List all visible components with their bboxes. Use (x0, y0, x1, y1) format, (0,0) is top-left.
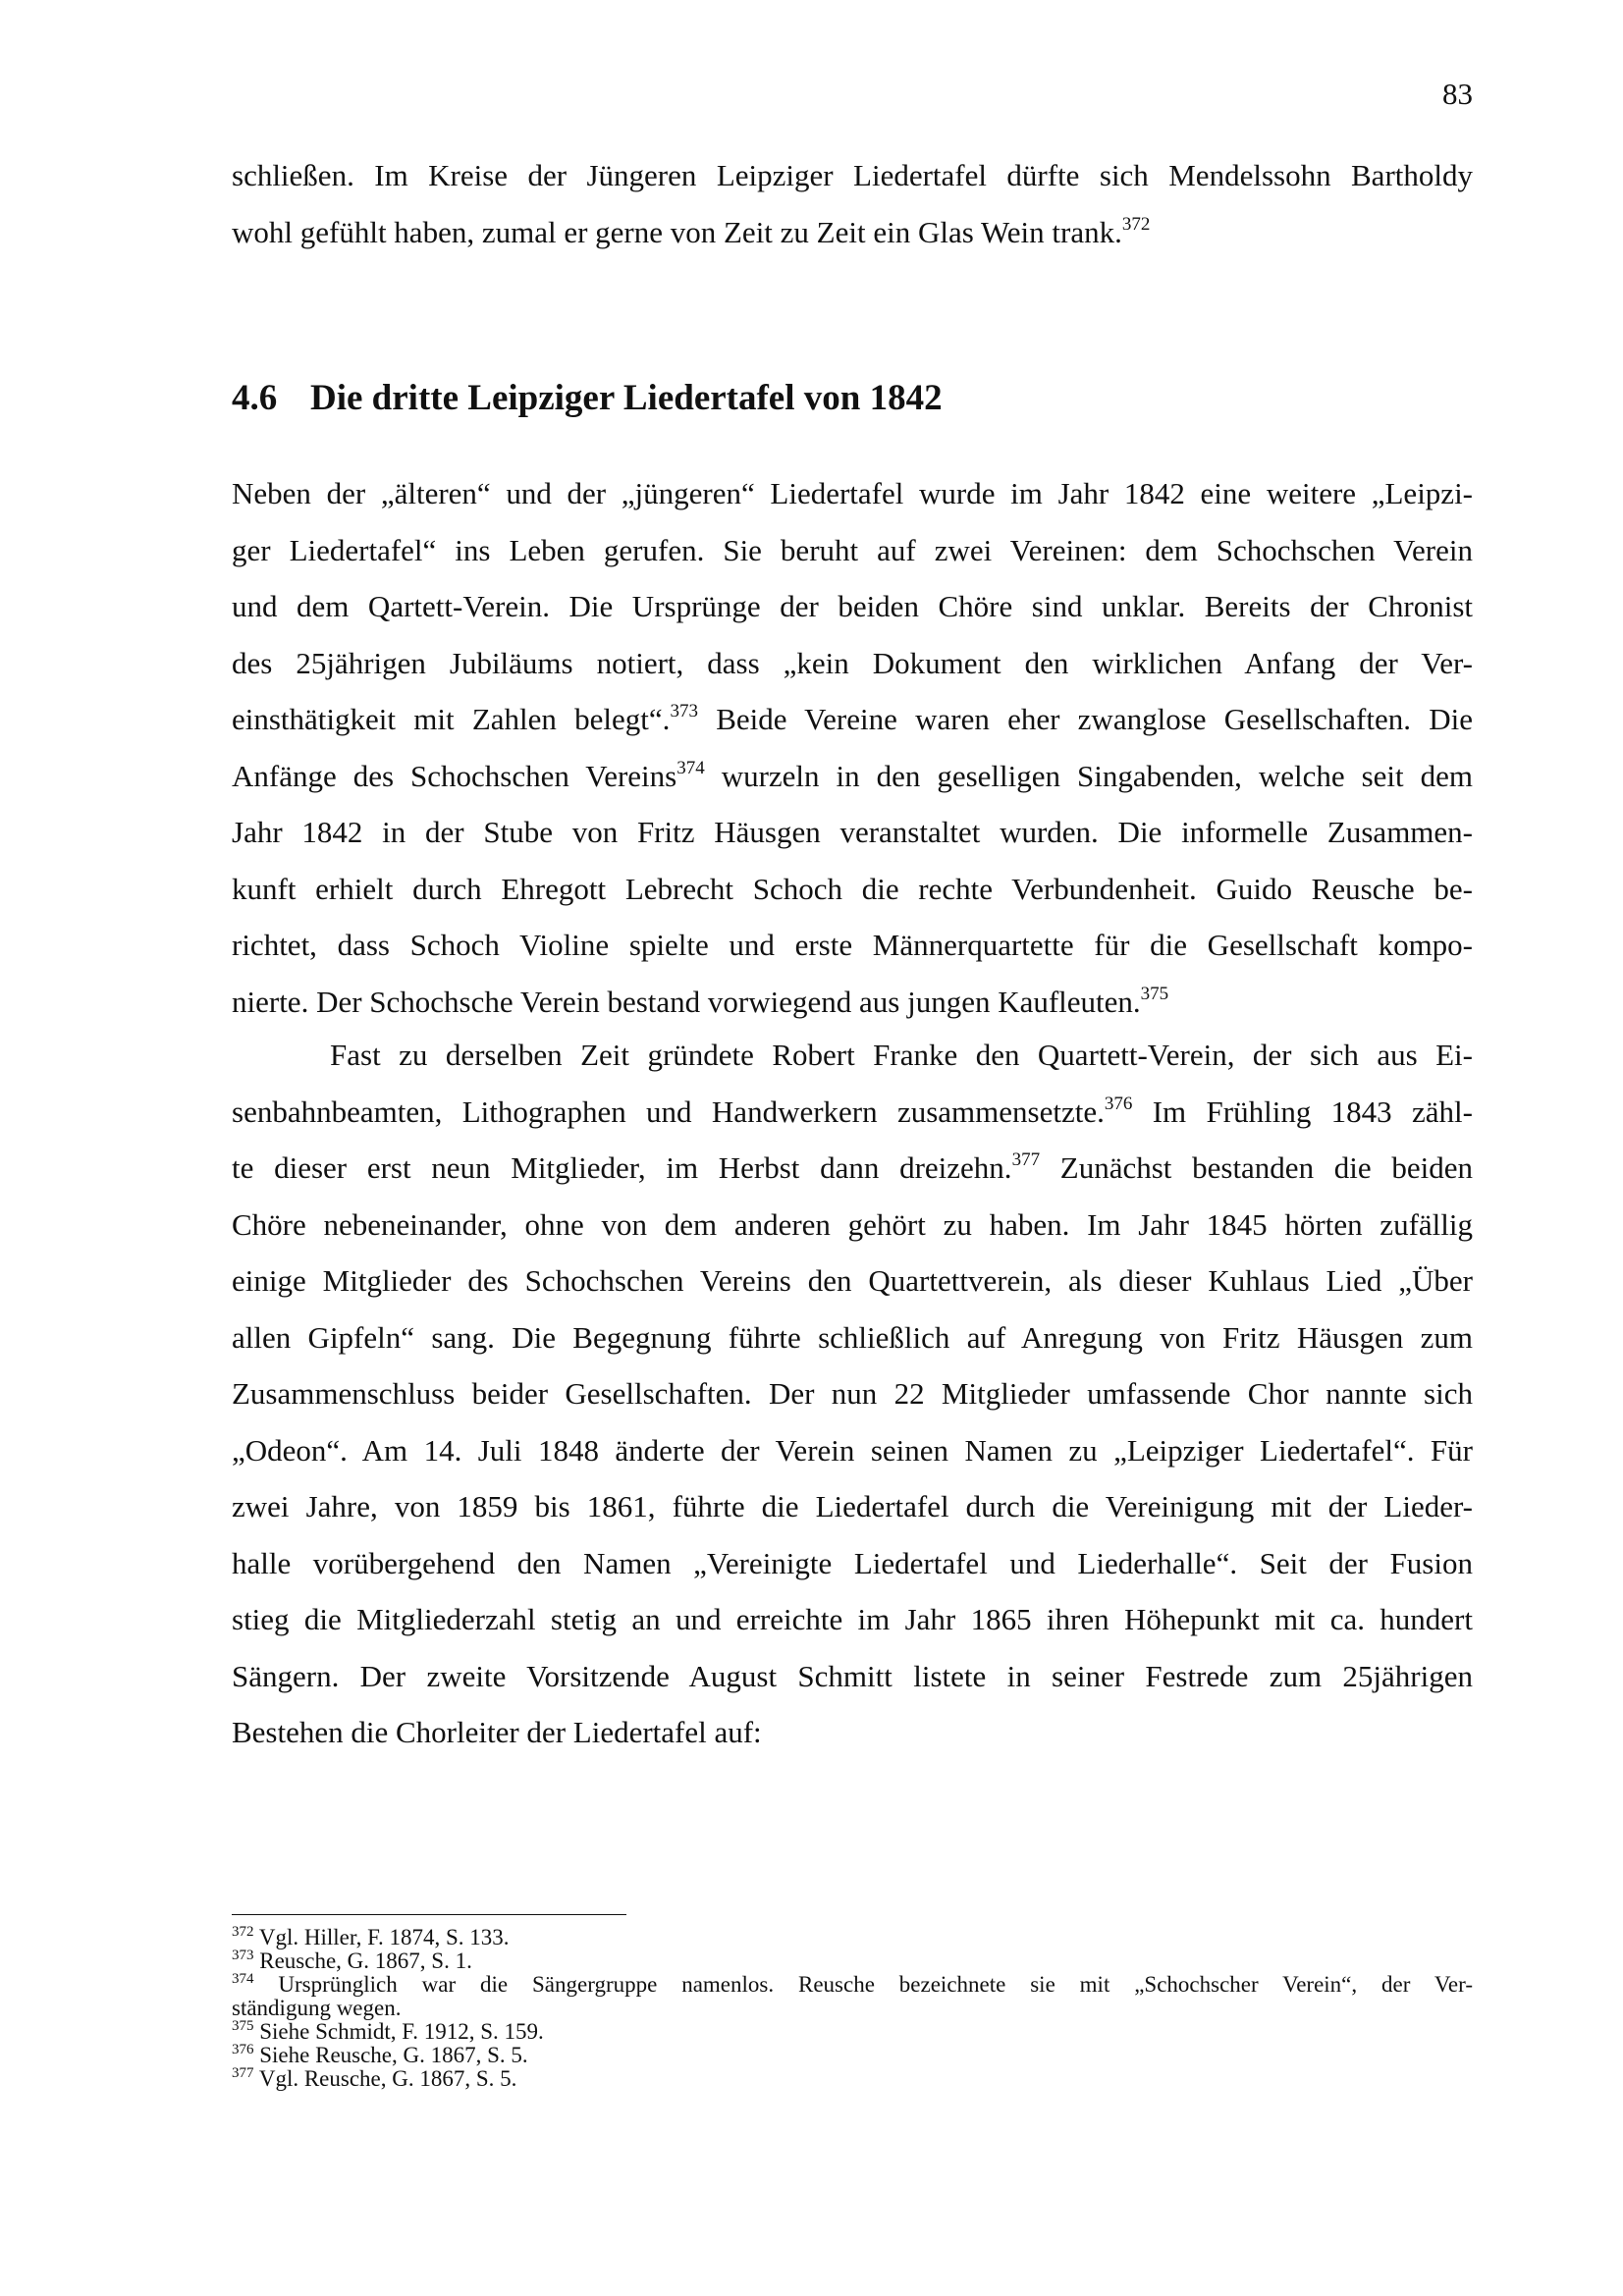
text-line: allen Gipfeln“ sang. Die Begegnung führte schließlich auf Anregung von Fritz Häusgen zum (232, 1319, 1473, 1355)
footnote-text: Vgl. Reusche, G. 1867, S. 5. (258, 2066, 517, 2091)
text-line (232, 1140, 1473, 1197)
footnote-ref: 377 (1011, 1149, 1041, 1170)
text-line: ger Liedertafel“ ins Leben gerufen. Sie beruht auf zwei Vereinen: dem Schochschen Verein (232, 532, 1473, 567)
footnote-number: 375 (232, 2018, 254, 2034)
text-line (232, 748, 1473, 805)
text-line: „Odeon“. Am 14. Juli 1848 änderte der Verein seinen Namen zu „Leipziger Liedertafel“. Für (232, 1432, 1473, 1468)
footnote-text: Siehe Reusche, G. 1867, S. 5. (259, 2043, 528, 2067)
footnote-number: 376 (232, 2042, 254, 2057)
paragraph (232, 1027, 1473, 1761)
section-number: 4.6 (232, 378, 278, 418)
text-line: Neben der „älteren“ und der „jüngeren“ Liedertafel wurde im Jahr 1842 eine weitere „Leipzi- (232, 476, 1473, 510)
footnote-line (232, 2044, 1473, 2067)
text-line: stieg die Mitgliederzahl stetig an und erreichte im Jahr 1865 ihren Höhepunkt mit ca. hundert (232, 1602, 1473, 1636)
footnote-divider (232, 1914, 626, 1915)
text-line: Jahr 1842 in der Stube von Fritz Häusgen veranstaltet wurden. Die informelle Zusammen- (232, 815, 1473, 849)
text-segment: senbahnbeamten, Lithographen und Handwerkern zusammensetzte. (232, 1094, 1105, 1129)
footnote-ref: 374 (676, 757, 705, 778)
text-line: Bestehen die Chorleiter der Liedertafel auf: (232, 1715, 762, 1749)
footnote (232, 2020, 1473, 2044)
text-line: halle vorübergehend den Namen „Vereinigte Liedertafel und Liederhalle“. Seit der Fusion (232, 1545, 1473, 1580)
footnote-number: 373 (232, 1948, 254, 1963)
text-line: zwei Jahre, von 1859 bis 1861, führte die Liedertafel durch die Vereinigung mit der Lieder- (232, 1489, 1473, 1523)
footnote-number: 372 (232, 1924, 254, 1940)
section-title: Die dritte Leipziger Liedertafel von 1842 (310, 378, 943, 418)
footnotes (232, 1926, 1473, 2091)
text-segment: wurzeln in den geselligen Singabenden, welche seit dem (704, 758, 1473, 793)
footnote-line (232, 1949, 1473, 1973)
text-segment: nierte. Der Schochsche Verein bestand vorwiegend aus jungen Kaufleuten. (232, 984, 1141, 1019)
footnote-text: Ursprünglich war die Sängergruppe namenlos. Reusche bezeichnete sie mit „Schochscher Verein“, der Ver- (278, 1972, 1473, 1997)
footnote-ref: 375 (1140, 983, 1169, 1004)
text-segment: Beide Vereine waren eher zwanglose Gesellschaften. Die (697, 702, 1473, 736)
footnote (232, 1926, 1473, 1949)
paragraph (232, 465, 1473, 1030)
footnote-ref: 372 (1121, 213, 1151, 235)
footnote-text: Reusche, G. 1867, S. 1. (259, 1949, 472, 1973)
text-line: Fast zu derselben Zeit gründete Robert Franke den Quartett-Verein, der sich aus Ei- (330, 1038, 1473, 1072)
text-line: kunft erhielt durch Ehregott Lebrecht Schoch die rechte Verbundenheit. Guido Reusche be- (232, 871, 1473, 906)
footnote-line: ständigung wegen. (232, 1996, 402, 2020)
text-line (232, 691, 1473, 748)
text-line: Sängern. Der zweite Vorsitzende August Schmitt listete in seiner Festrede zum 25jährigen (232, 1658, 1473, 1693)
footnote-line (232, 2020, 1473, 2044)
footnote (232, 2067, 1473, 2091)
footnote-ref: 373 (670, 701, 698, 721)
text-line: schließen. Im Kreise der Jüngeren Leipziger Liedertafel dürfte sich Mendelssohn Bartholdy (232, 158, 1473, 192)
text-segment: te dieser erst neun Mitglieder, im Herbst dann dreizehn. (232, 1150, 1012, 1185)
section-heading (232, 377, 943, 419)
text-segment: Im Frühling 1843 zähl- (1132, 1094, 1473, 1129)
page-number: 83 (1442, 77, 1473, 111)
paragraph-continuation (232, 147, 1473, 260)
text-segment: Zunächst bestanden die beiden (1040, 1150, 1473, 1185)
footnote-text: Vgl. Hiller, F. 1874, S. 133. (258, 1925, 510, 1949)
footnote-line (232, 1973, 1473, 1997)
text-line (232, 204, 1473, 261)
text-line: des 25jährigen Jubiläums notiert, dass „kein Dokument den wirklichen Anfang der Ver- (232, 645, 1473, 680)
text-line: und dem Qartett-Verein. Die Ursprünge der beiden Chöre sind unklar. Bereits der Chronist (232, 589, 1473, 623)
footnote-text: Siehe Schmidt, F. 1912, S. 159. (259, 2019, 544, 2044)
footnote (232, 2044, 1473, 2067)
text-line: Zusammenschluss beider Gesellschaften. Der nun 22 Mitglieder umfassende Chor nannte sich (232, 1376, 1473, 1411)
text-line: richtet, dass Schoch Violine spielte und erste Männerquartette für die Gesellschaft kompo- (232, 928, 1473, 962)
footnote (232, 1949, 1473, 1973)
footnote-line (232, 1926, 1473, 1949)
text-segment: einsthätigkeit mit Zahlen belegt“. (232, 702, 671, 736)
text-line (232, 974, 1473, 1031)
text-segment: Anfänge des Schochschen Vereins (232, 758, 677, 793)
footnote-number: 377 (232, 2065, 254, 2081)
footnote-ref: 376 (1104, 1093, 1133, 1114)
text-segment: wohl gefühlt haben, zumal er gerne von Zeit zu Zeit ein Glas Wein trank. (232, 214, 1122, 249)
text-line: einige Mitglieder des Schochschen Vereins den Quartettverein, als dieser Kuhlaus Lied „Über (232, 1263, 1473, 1298)
footnote-line (232, 2067, 1473, 2091)
footnote (232, 1973, 1473, 2020)
footnote-number: 374 (232, 1971, 254, 1987)
text-line (232, 1084, 1473, 1141)
text-line: Chöre nebeneinander, ohne von dem anderen gehört zu haben. Im Jahr 1845 hörten zufällig (232, 1206, 1473, 1242)
